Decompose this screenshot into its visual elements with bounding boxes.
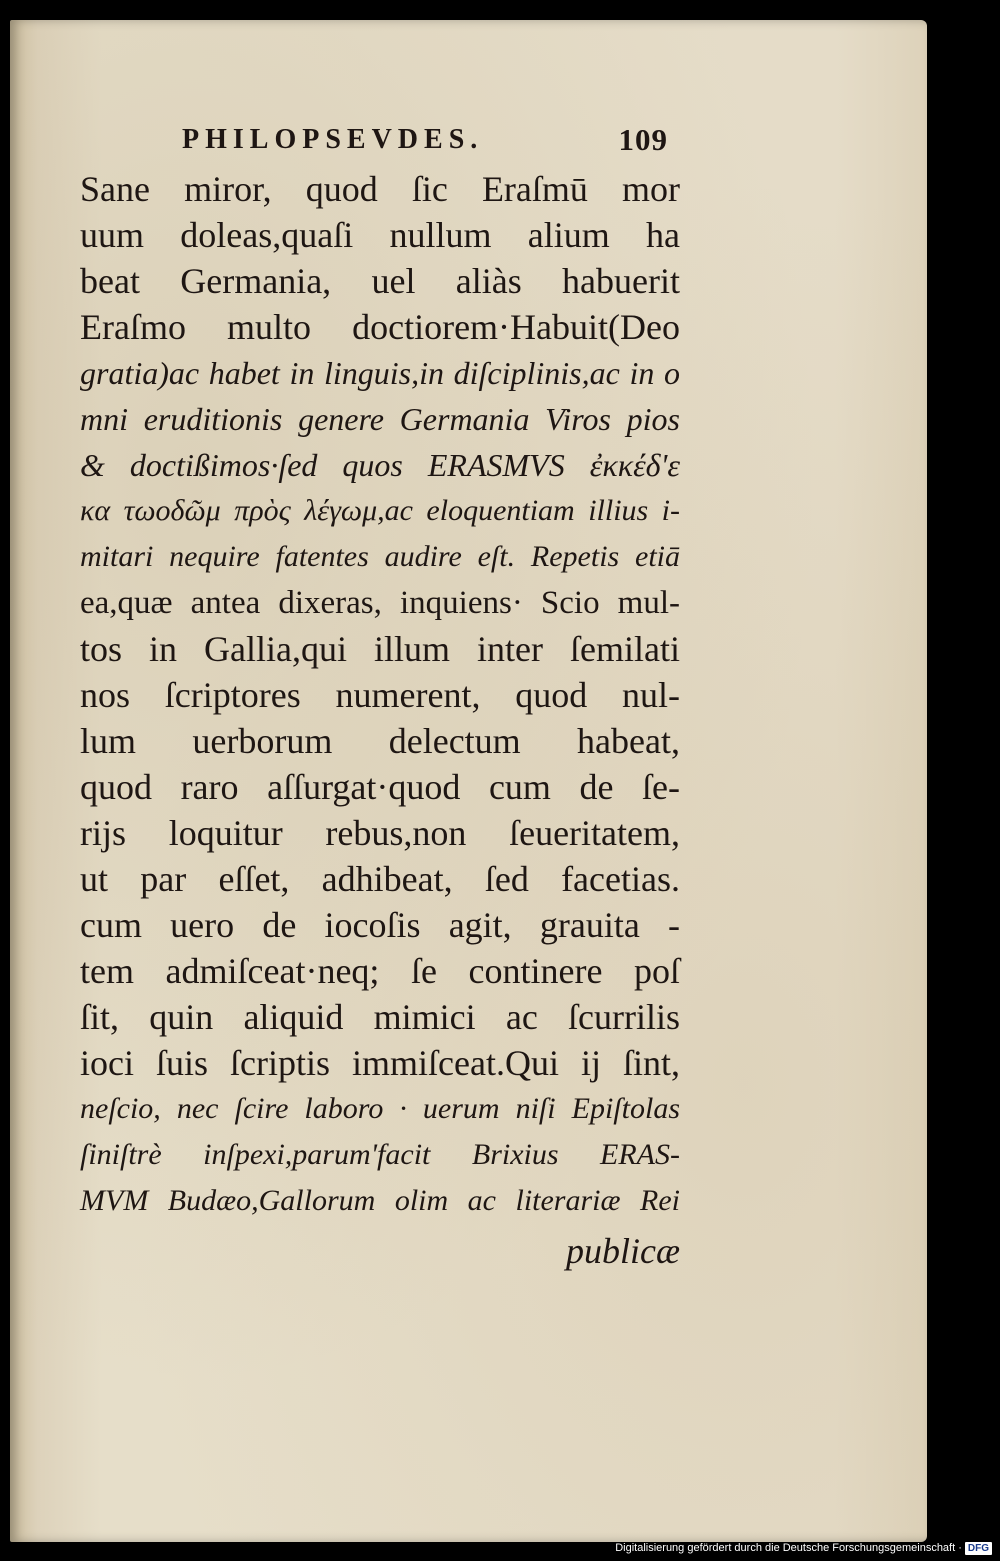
text-line: Eraſmo multo doctiorem·Habuit(Deo bbox=[80, 307, 680, 347]
page-header bbox=[80, 120, 680, 166]
text-line: mni eruditionis genere Germania Viros pios bbox=[80, 401, 680, 437]
text-line: & doctißimos·ſed quos ERASMVS ἐκκέδʹε bbox=[80, 447, 680, 483]
text-line: rijs loquitur rebus,non ſeueritatem, bbox=[80, 813, 680, 853]
text-line: beat Germania, uel aliàs habuerit bbox=[80, 261, 680, 301]
text-line: ioci ſuis ſcriptis immiſceat.Qui ij ſint, bbox=[80, 1043, 680, 1083]
text-line: MVM Budæo,Gallorum olim ac literariæ Rei bbox=[80, 1184, 680, 1217]
text-line: nos ſcriptores numerent, quod nul- bbox=[80, 675, 680, 715]
text-line: tem admiſceat·neq; ſe continere poſ bbox=[80, 951, 680, 991]
dfg-logo: DFG bbox=[965, 1542, 992, 1555]
text-line: mitari nequire fatentes audire eſt. Repetis etiā bbox=[80, 540, 680, 573]
text-block bbox=[80, 120, 680, 1274]
text-line: ea,quæ antea dixeras, inquiens· Scio mul- bbox=[80, 585, 680, 621]
body-text bbox=[80, 166, 680, 1274]
text-line: Sane miror, quod ſic Eraſmū mor bbox=[80, 169, 680, 209]
running-title: PHILOPSEVDES. bbox=[182, 124, 484, 155]
catchword: publicæ bbox=[566, 1231, 680, 1271]
text-line: lum uerborum delectum habeat, bbox=[80, 721, 680, 761]
text-line: gratia)ac habet in linguis,in diſciplinis,ac in o bbox=[80, 355, 680, 391]
text-line: ſiniſtrè inſpexi,parum'facit Brixius ERAS- bbox=[80, 1138, 680, 1171]
text-line: uum doleas,quaſi nullum alium ha bbox=[80, 215, 680, 255]
text-line: κα τωοδῶμ πρὸς λέγωμ,ac eloquentiam illius i- bbox=[80, 494, 680, 527]
text-line: tos in Gallia,qui illum inter ſemilati bbox=[80, 629, 680, 669]
text-line: ut par eſſet, adhibeat, ſed facetias. bbox=[80, 859, 680, 899]
text-line: neſcio, nec ſcire laboro · uerum niſi Epiſtolas bbox=[80, 1092, 680, 1125]
digitization-credit bbox=[615, 1542, 992, 1555]
text-line: quod raro aſſurgat·quod cum de ſe- bbox=[80, 767, 680, 807]
credit-text: Digitalisierung gefördert durch die Deutsche Forschungsgemeinschaft · bbox=[615, 1542, 962, 1554]
text-line: ſit, quin aliquid mimici ac ſcurrilis bbox=[80, 997, 680, 1037]
text-line: cum uero de iocoſis agit, grauita - bbox=[80, 905, 680, 945]
page-number: 109 bbox=[618, 122, 668, 157]
book-page bbox=[10, 20, 927, 1542]
